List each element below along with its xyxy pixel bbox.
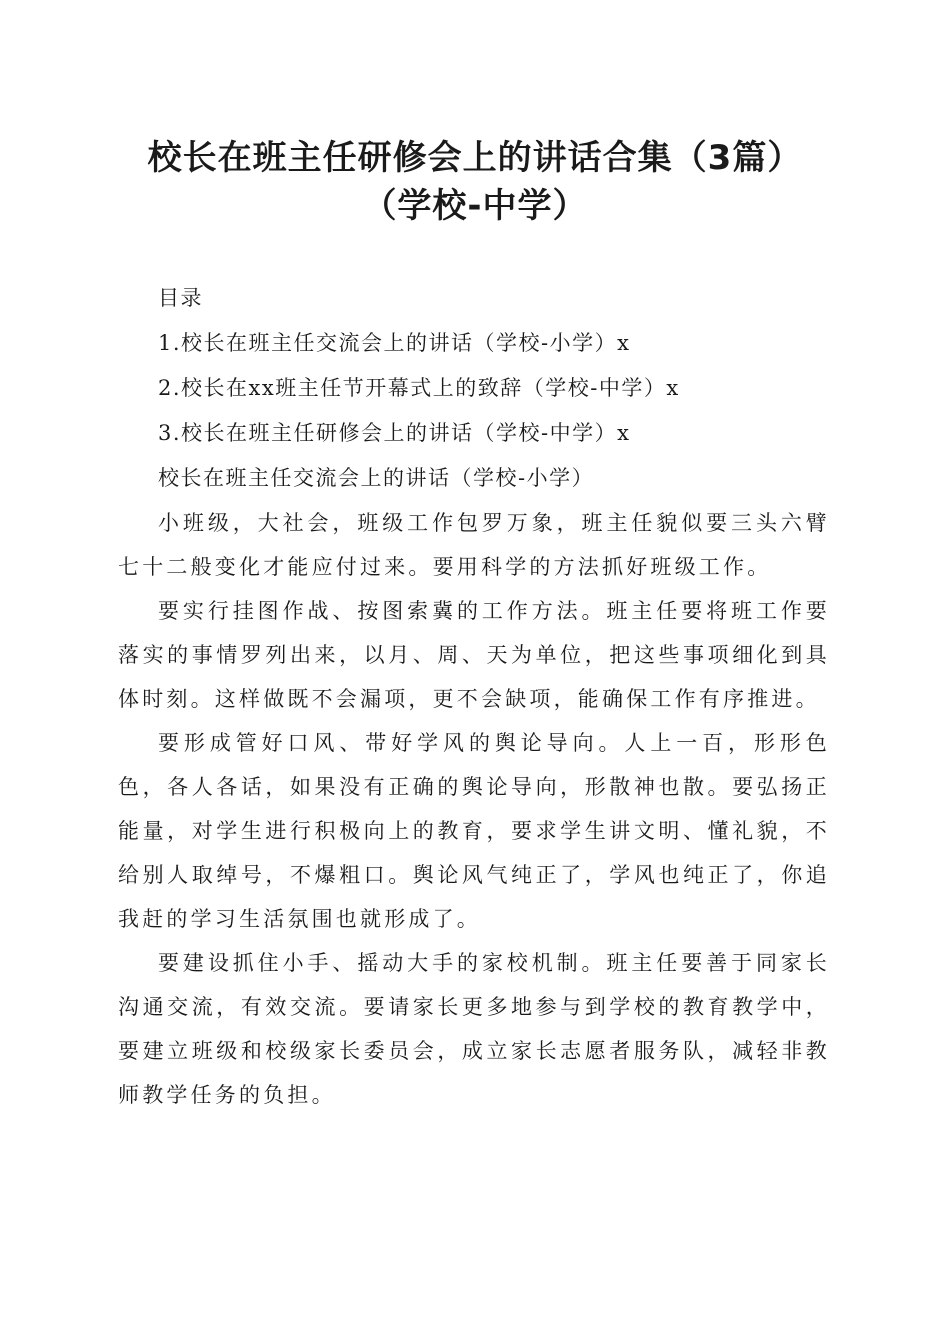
toc-heading: 目录 (158, 286, 203, 310)
paragraph-3: 要形成管好口风、带好学风的舆论导向。人上一百，形形色色，各人各话，如果没有正确的舆论导向，形散神也散。要弘扬正能量，对学生进行积极向上的教育，要求学生讲文明、懂礼貌，不给别人取绰号，不爆粗口。舆论风气纯正了，学风也纯正了，你追我赶的学习生活氛围也就形成了。 (118, 731, 830, 931)
toc-item-1: 1.校长在班主任交流会上的讲话（学校-小学）x (158, 331, 631, 355)
toc-item-2: 2.校长在xx班主任节开幕式上的致辞（学校-中学）x (158, 376, 680, 400)
document-title-line2: （学校-中学） (362, 186, 588, 226)
paragraph-2: 要实行挂图作战、按图索冀的工作方法。班主任要将班工作要落实的事情罗列出来，以月、周、天为单位，把这些事项细化到具体时刻。这样做既不会漏项，更不会缺项，能确保工作有序推进。 (118, 599, 830, 711)
toc-item-3: 3.校长在班主任研修会上的讲话（学校-中学）x (158, 421, 631, 445)
document-body (118, 276, 830, 1117)
document-title-line1: 校长在班主任研修会上的讲话合集（3篇） (147, 138, 803, 178)
section-title: 校长在班主任交流会上的讲话（学校-小学） (158, 466, 595, 490)
paragraph-1: 小班级，大社会，班级工作包罗万象，班主任貌似要三头六臂七十二般变化才能应付过来。要用科学的方法抓好班级工作。 (118, 511, 830, 579)
paragraph-4: 要建设抓住小手、摇动大手的家校机制。班主任要善于同家长沟通交流，有效交流。要请家长更多地参与到学校的教育教学中，要建立班级和校级家长委员会，成立家长志愿者服务队，减轻非教师教学任务的负担。 (118, 951, 830, 1107)
